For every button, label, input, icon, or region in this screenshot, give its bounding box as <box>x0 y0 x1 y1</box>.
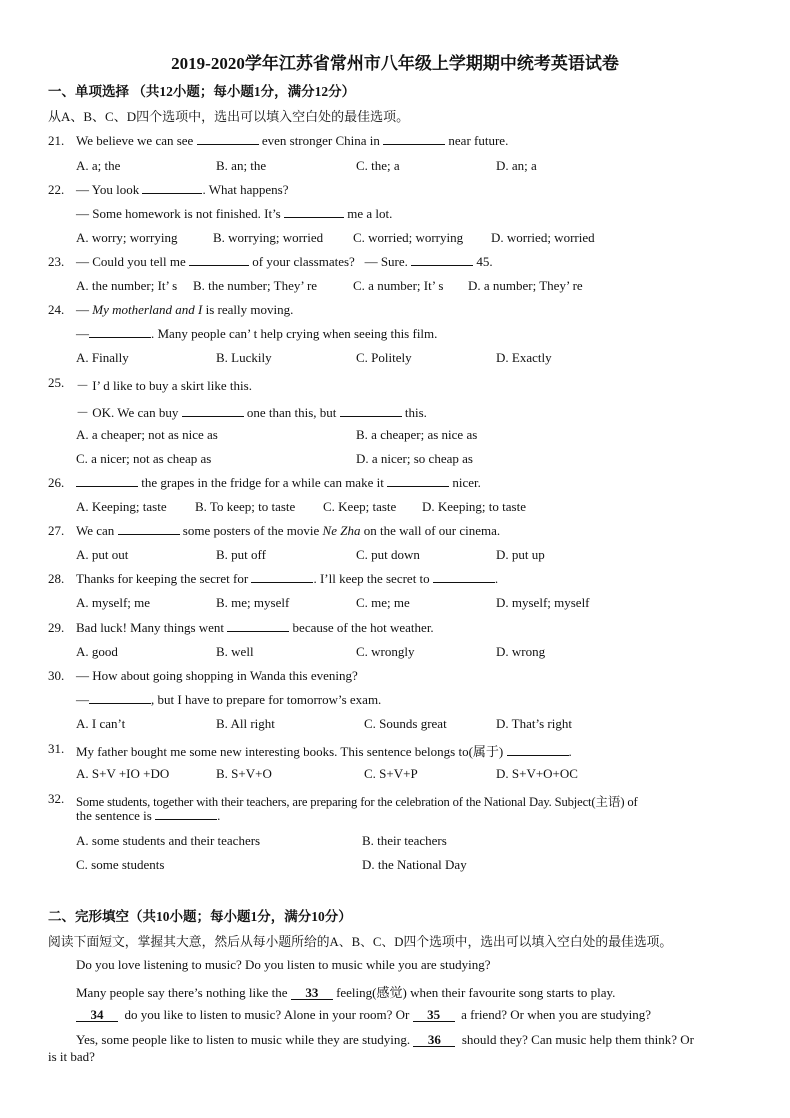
option-d: D. a number; They’ re <box>468 278 583 293</box>
option-b: B. a cheaper; as nice as <box>356 427 478 442</box>
option-c: C. wrongly <box>356 644 415 659</box>
question-number: 29. <box>48 620 65 635</box>
option-d: D. That’s right <box>496 716 572 731</box>
answer-blank <box>189 254 249 266</box>
option-a: A. put out <box>76 547 129 562</box>
option-d: D. Keeping; to taste <box>422 499 526 514</box>
stem-text: on the wall of our cinema. <box>360 523 501 538</box>
option-b: B. To keep; to taste <box>195 499 296 514</box>
stem-text: . Many people can’ t help crying when seeing this film. <box>151 326 438 341</box>
question-stem <box>76 571 498 587</box>
question-stem <box>76 182 289 198</box>
option-b: B. worrying; worried <box>213 230 324 245</box>
question-stem <box>76 741 572 760</box>
question-stem <box>76 475 481 491</box>
option-b: B. the number; They’ re <box>193 278 318 293</box>
stem-text: one than this, but <box>246 405 337 420</box>
option-b: B. well <box>216 644 254 659</box>
option-d: D. a nicer; so cheap as <box>356 451 473 466</box>
question-number: 22. <box>48 182 65 197</box>
passage-text: should they? Can music help them think? Or <box>461 1032 695 1047</box>
passage-text: do you like to listen to music? Alone in your room? Or <box>124 1007 410 1022</box>
question-stem <box>76 302 293 318</box>
cloze-blank-36: 36 <box>413 1033 455 1047</box>
stem-text: — You look <box>76 182 140 197</box>
option-a: A. good <box>76 644 118 659</box>
answer-blank <box>340 405 402 417</box>
answer-blank <box>118 523 180 535</box>
option-b: B. me; myself <box>216 595 290 610</box>
question-number: 27. <box>48 523 65 538</box>
page-title: 2019-2020学年江苏省常州市八年级上学期期中统考英语试卷 <box>171 54 619 73</box>
option-c: C. some students <box>76 857 165 872</box>
option-c: C. the; a <box>356 158 400 173</box>
stem-text: . <box>217 808 221 823</box>
question-stem <box>76 133 508 149</box>
answer-blank <box>197 133 259 145</box>
stem-text: . I’ll keep the secret to <box>313 571 430 586</box>
question-stem <box>76 523 500 539</box>
passage-paragraph-4 <box>76 1032 694 1048</box>
option-a: A. I can’t <box>76 716 126 731</box>
question-stem <box>76 254 493 270</box>
stem-text: near future. <box>448 133 509 148</box>
answer-blank <box>507 744 569 756</box>
stem-text: , but I have to prepare for tomorrow’s exam. <box>151 692 382 707</box>
cloze-blank-33: 33 <box>291 986 333 1000</box>
answer-blank <box>284 206 344 218</box>
question-number: 24. <box>48 302 65 317</box>
option-d: D. put up <box>496 547 545 562</box>
option-b: B. All right <box>216 716 275 731</box>
stem-text: Bad luck! Many things went <box>76 620 225 635</box>
option-b: B. Luckily <box>216 350 272 365</box>
option-d: D. Exactly <box>496 350 552 365</box>
question-stem-line2 <box>76 326 437 342</box>
answer-blank <box>89 692 151 704</box>
question-stem-line2 <box>76 402 427 421</box>
question-stem: Some students, together with their teachers, are preparing for the celebration of the National Day. Subject(主语) of <box>76 795 638 809</box>
option-a: A. Finally <box>76 350 129 365</box>
stem-text: nicer. <box>452 475 481 490</box>
option-c: C. Sounds great <box>364 716 447 731</box>
answer-blank <box>76 475 138 487</box>
question-number: 25. <box>48 375 65 390</box>
option-c: C. a nicer; not as cheap as <box>76 451 212 466</box>
stem-text: some posters of the movie <box>182 523 323 538</box>
option-a: A. S+V +IO +DO <box>76 766 170 781</box>
stem-text: . What happens? <box>202 182 289 197</box>
option-a: A. some students and their teachers <box>76 833 261 848</box>
question-number: 30. <box>48 668 65 683</box>
answer-blank <box>182 405 244 417</box>
stem-text: . <box>494 571 499 586</box>
option-c: C. S+V+P <box>364 766 418 781</box>
question-number: 28. <box>48 571 65 586</box>
answer-blank <box>227 620 289 632</box>
cloze-blank-35: 35 <box>413 1008 455 1022</box>
answer-blank <box>89 326 151 338</box>
option-b: B. their teachers <box>362 833 447 848</box>
stem-text: is really moving. <box>202 302 294 317</box>
stem-text: － OK. We can buy <box>76 405 179 420</box>
option-b: B. put off <box>216 547 266 562</box>
option-d: D. myself; myself <box>496 595 590 610</box>
stem-text: this. <box>404 405 427 420</box>
question-number: 21. <box>48 133 65 148</box>
passage-text: Many people say there’s nothing like the <box>76 985 288 1000</box>
option-a: A. Keeping; taste <box>76 499 167 514</box>
section2-instruction: 阅读下面短文，掌握其大意，然后从每小题所给的A、B、C、D四个选项中，选出可以填入空白处的最佳选项。 <box>48 935 673 949</box>
stem-text: — Sure. <box>364 254 408 269</box>
stem-text: — <box>76 302 93 317</box>
option-b: B. S+V+O <box>216 766 272 781</box>
section2-heading: 二、完形填空（共10小题；每小题1分，满分10分） <box>48 909 352 924</box>
stem-text: me a lot. <box>347 206 393 221</box>
passage-text: feeling(感觉) when their favourite song starts to play. <box>336 985 616 1000</box>
stem-text: — Could you tell me <box>76 254 186 269</box>
option-d: D. worried; worried <box>491 230 595 245</box>
option-c: C. Keep; taste <box>323 499 397 514</box>
question-stem <box>76 620 434 636</box>
option-d: D. the National Day <box>362 857 467 872</box>
option-a: A. myself; me <box>76 595 151 610</box>
passage-paragraph-2 <box>76 982 615 1001</box>
film-title: My motherland and I <box>92 302 203 317</box>
stem-text: We believe we can see <box>76 133 194 148</box>
answer-blank <box>142 182 202 194</box>
option-c: C. a number; It’ s <box>353 278 444 293</box>
stem-text: We can <box>76 523 115 538</box>
answer-blank <box>387 475 449 487</box>
option-b: B. an; the <box>216 158 267 173</box>
question-stem-line2 <box>76 206 392 222</box>
stem-text: because of the hot weather. <box>292 620 434 635</box>
answer-blank <box>383 133 445 145</box>
option-a: A. worry; worrying <box>76 230 178 245</box>
stem-text: 45. <box>476 254 493 269</box>
question-number: 26. <box>48 475 65 490</box>
stem-text: — <box>76 326 89 341</box>
passage-paragraph-1: Do you love listening to music? Do you listen to music while you are studying? <box>76 957 491 972</box>
answer-blank <box>433 571 495 583</box>
stem-text: . <box>568 744 572 759</box>
option-a: A. the number; It’ s <box>76 278 178 293</box>
question-number: 31. <box>48 741 65 756</box>
option-a: A. a cheaper; not as nice as <box>76 427 218 442</box>
passage-paragraph-3 <box>76 1007 651 1023</box>
stem-text: — Some homework is not finished. It’s <box>76 206 281 221</box>
option-c: C. Politely <box>356 350 412 365</box>
option-c: C. worried; worrying <box>353 230 464 245</box>
section1-instruction: 从A、B、C、D四个选项中，选出可以填入空白处的最佳选项。 <box>48 109 410 124</box>
question-stem-line2 <box>76 692 381 708</box>
question-stem: － I’ d like to buy a skirt like this. <box>76 378 252 393</box>
option-d: D. an; a <box>496 158 537 173</box>
passage-text: Yes, some people like to listen to music while they are studying. <box>76 1032 411 1047</box>
option-d: D. S+V+O+OC <box>496 766 578 781</box>
movie-title: Ne Zha <box>322 523 361 538</box>
stem-text: — <box>76 692 89 707</box>
option-a: A. a; the <box>76 158 121 173</box>
stem-text: the grapes in the fridge for a while can make it <box>141 475 384 490</box>
answer-blank <box>155 808 217 820</box>
option-c: C. me; me <box>356 595 410 610</box>
section1-heading: 一、单项选择 （共12小题；每小题1分，满分12分） <box>48 84 356 99</box>
stem-text: even stronger China in <box>261 133 380 148</box>
option-d: D. wrong <box>496 644 546 659</box>
stem-text: My father bought me some new interesting books. This sentence belongs to(属于) <box>76 744 504 759</box>
question-stem-line2 <box>76 808 220 824</box>
passage-paragraph-4-cont: is it bad? <box>48 1049 95 1064</box>
question-stem: — How about going shopping in Wanda this evening? <box>76 668 358 683</box>
question-number: 32. <box>48 791 65 806</box>
stem-text: the sentence is <box>76 808 152 823</box>
cloze-blank-34: 34 <box>76 1008 118 1022</box>
answer-blank <box>411 254 473 266</box>
option-c: C. put down <box>356 547 420 562</box>
stem-text: of your classmates? <box>252 254 355 269</box>
question-number: 23. <box>48 254 65 269</box>
answer-blank <box>251 571 313 583</box>
stem-text: Thanks for keeping the secret for <box>76 571 249 586</box>
passage-text: a friend? Or when you are studying? <box>461 1007 652 1022</box>
